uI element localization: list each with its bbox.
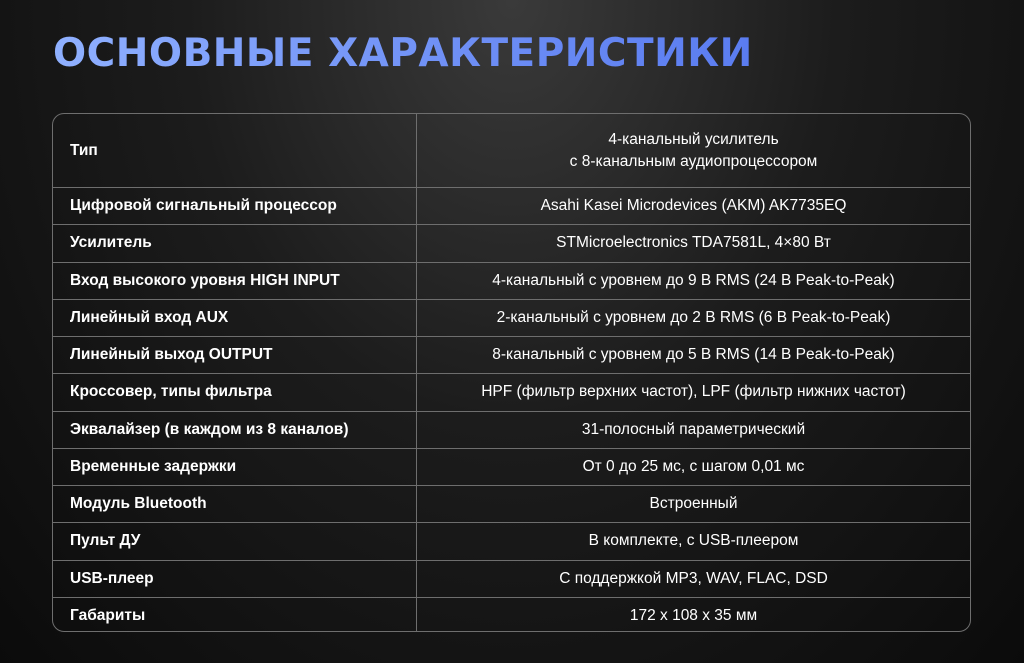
table-row [53, 337, 970, 374]
spec-value: 4-канальный усилитель с 8-канальным аудиопроцессором [569, 130, 818, 170]
table-row [53, 412, 970, 449]
spec-label: Кроссовер, типы фильтра [53, 374, 417, 410]
spec-value: 31-полосный параметрический [581, 420, 806, 438]
spec-label: Линейный выход OUTPUT [53, 337, 417, 373]
spec-label: Линейный вход AUX [53, 300, 417, 336]
table-row [53, 300, 970, 337]
spec-value: 4-канальный с уровнем до 9 В RMS (24 В Peak-to-Peak) [492, 271, 895, 289]
spec-value: 172 x 108 x 35 мм [629, 607, 758, 625]
spec-value: Asahi Kasei Microdevices (AKM) AK7735EQ [540, 197, 847, 215]
specs-table [52, 113, 971, 632]
spec-value: 8-канальный с уровнем до 5 В RMS (14 В Peak-to-Peak) [492, 346, 895, 364]
spec-value: 2-канальный с уровнем до 2 В RMS (6 В Peak-to-Peak) [496, 308, 891, 326]
table-row [53, 561, 970, 598]
table-row [53, 374, 970, 411]
spec-value: HPF (фильтр верхних частот), LPF (фильтр нижних частот) [481, 383, 906, 401]
spec-label: Усилитель [53, 225, 417, 261]
spec-label: Габариты [53, 598, 417, 632]
spec-label: Временные задержки [53, 449, 417, 485]
spec-value: От 0 до 25 мс, с шагом 0,01 мс [582, 457, 805, 475]
spec-label: Модуль Bluetooth [53, 486, 417, 522]
table-row [53, 523, 970, 560]
spec-label: Пульт ДУ [53, 523, 417, 559]
spec-label: Вход высокого уровня HIGH INPUT [53, 263, 417, 299]
spec-value: STMicroelectronics TDA7581L, 4×80 Вт [556, 234, 831, 252]
table-row [53, 449, 970, 486]
spec-label: Цифровой сигнальный процессор [53, 188, 417, 224]
table-row [53, 225, 970, 262]
table-row [53, 114, 970, 188]
spec-label: Тип [53, 114, 417, 187]
spec-value: В комплекте, с USB-плеером [588, 532, 799, 550]
table-row [53, 263, 970, 300]
spec-value: Встроенный [649, 495, 738, 513]
spec-label: Эквалайзер (в каждом из 8 каналов) [53, 412, 417, 448]
table-row [53, 598, 970, 632]
table-row [53, 486, 970, 523]
spec-value: С поддержкой MP3, WAV, FLAC, DSD [559, 569, 828, 587]
spec-label: USB-плеер [53, 561, 417, 597]
page-title: ОСНОВНЫЕ ХАРАКТЕРИСТИКИ [53, 26, 753, 82]
table-row [53, 188, 970, 225]
